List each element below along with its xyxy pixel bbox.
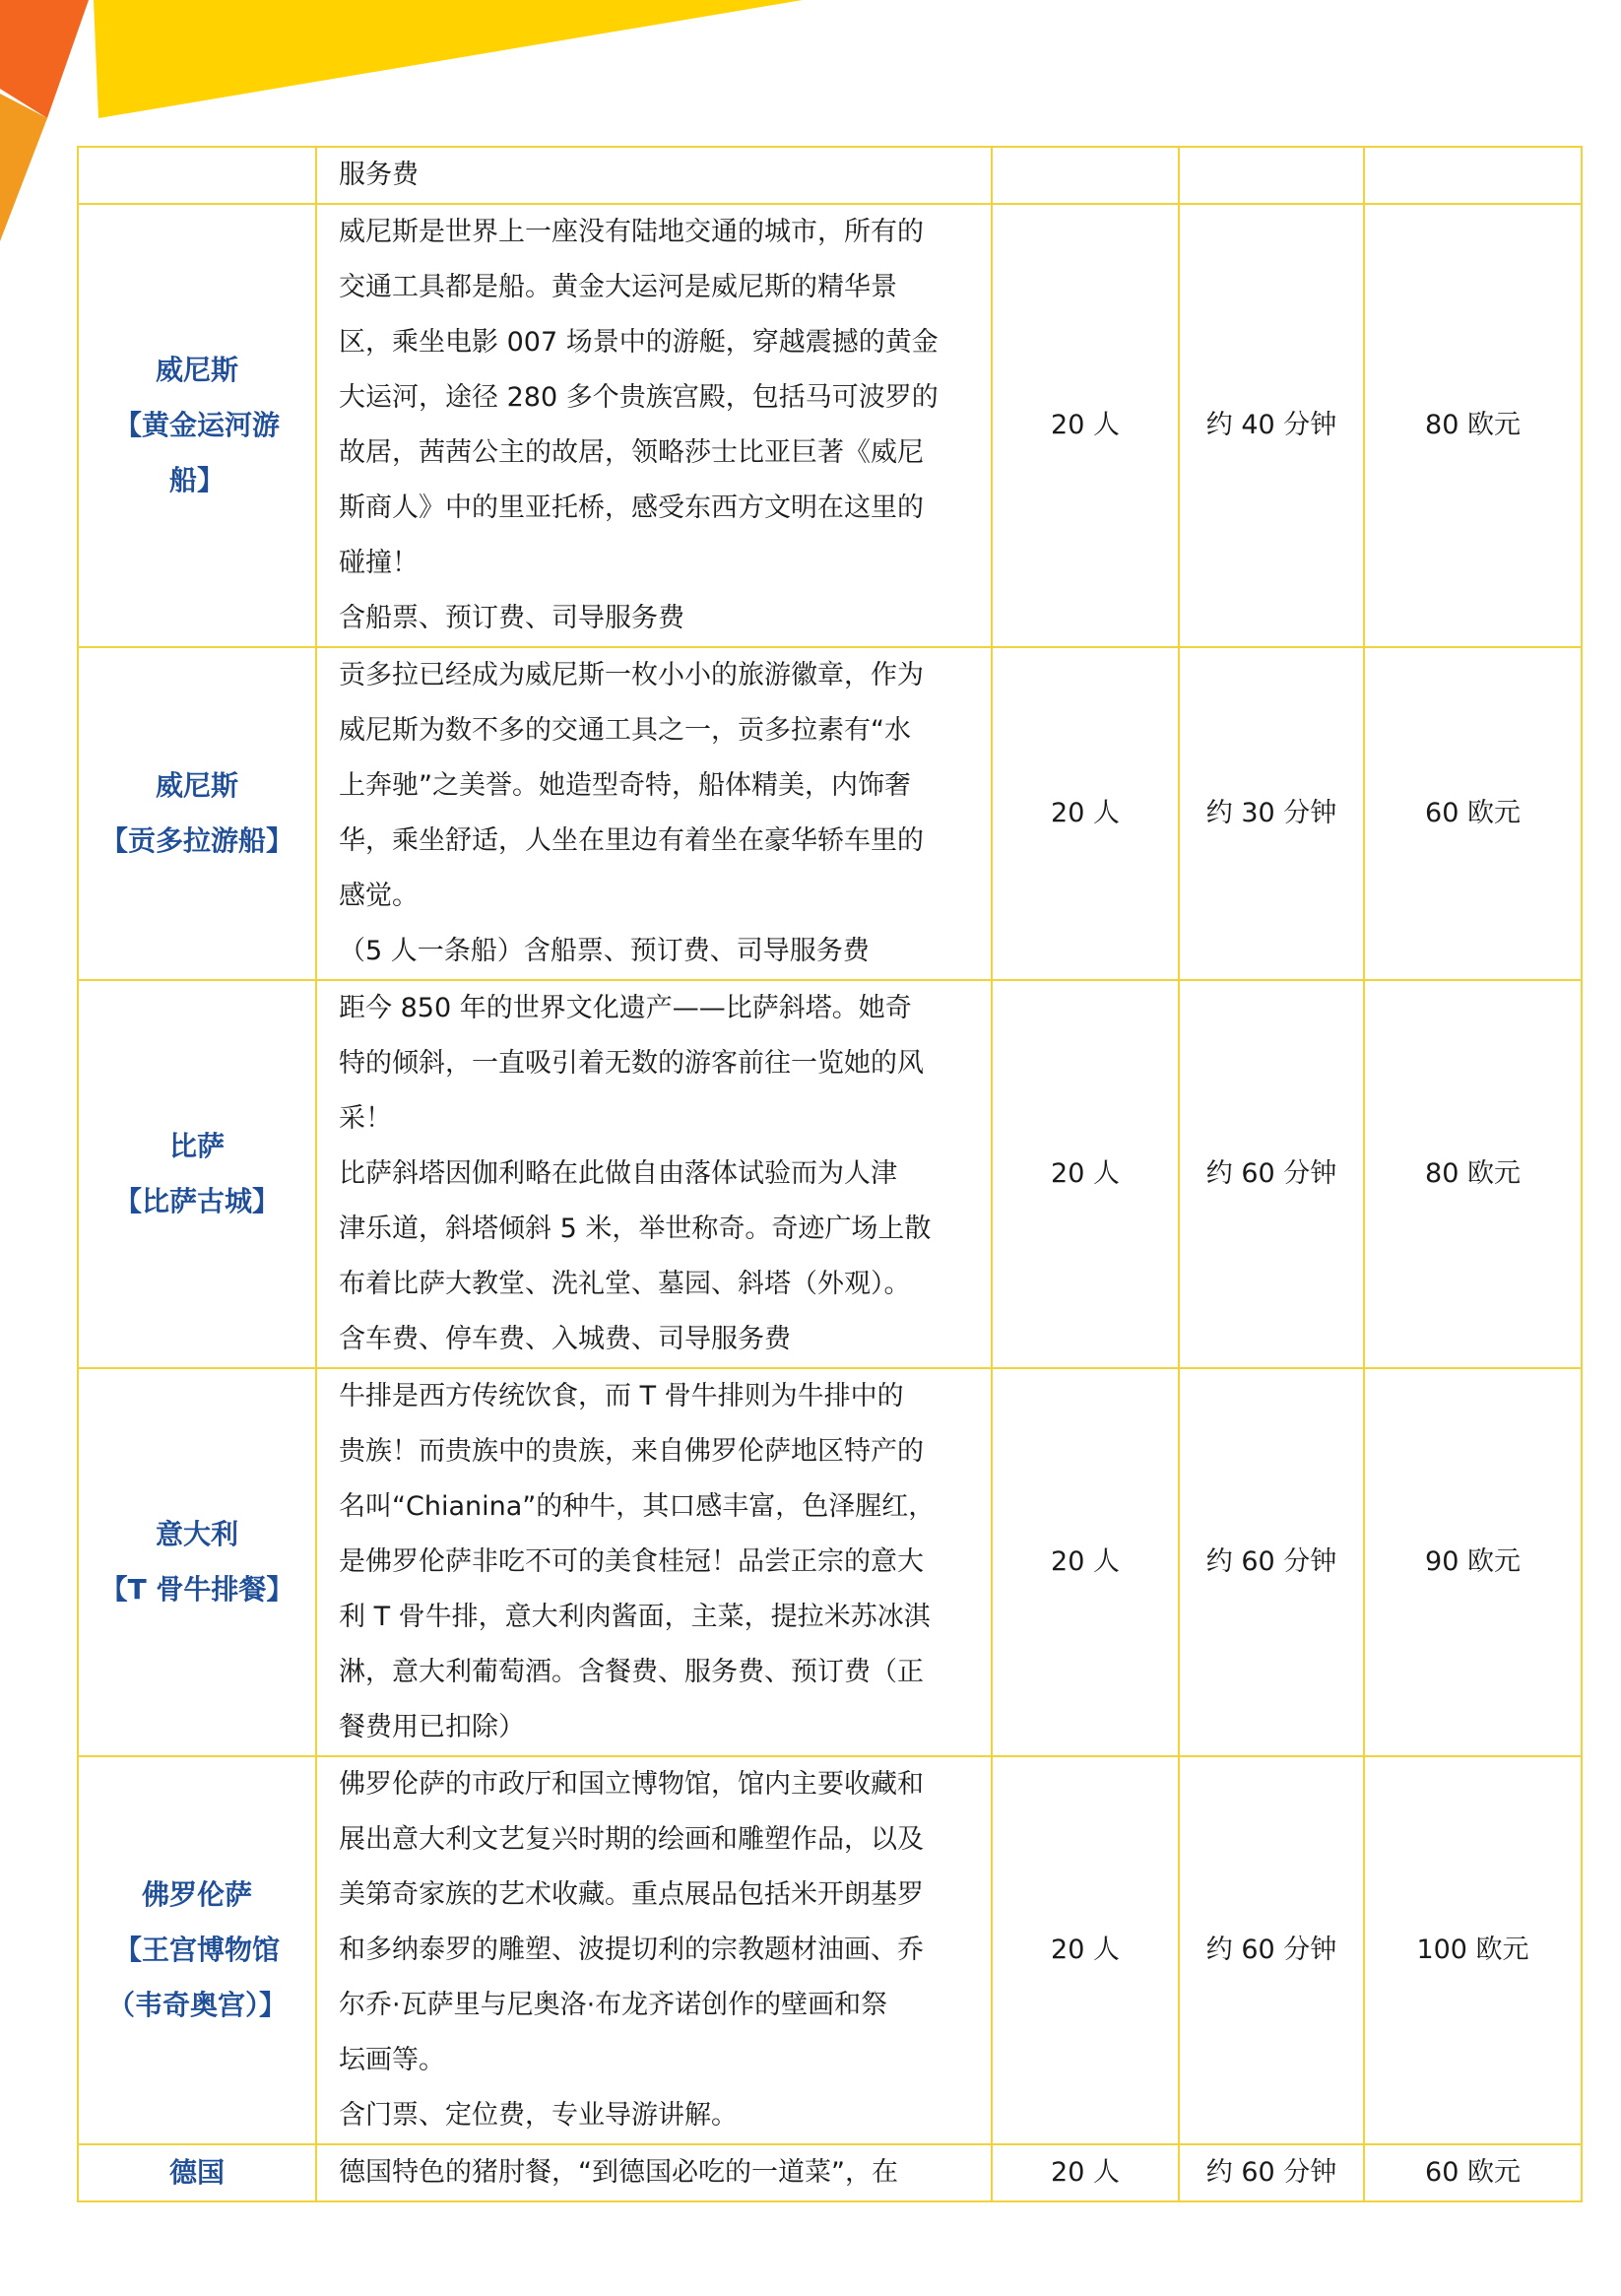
description-line: 含车费、停车费、入城费、司导服务费 bbox=[339, 1324, 791, 1354]
duration-cell: 约 60 分钟 bbox=[1179, 2144, 1364, 2201]
description-cell bbox=[316, 647, 992, 980]
description-line: 威尼斯是世界上一座没有陆地交通的城市，所有的 bbox=[339, 217, 924, 247]
duration-cell: 约 30 分钟 bbox=[1179, 647, 1364, 980]
table-row bbox=[78, 1756, 1582, 2144]
location-name: 比萨 bbox=[168, 1130, 225, 1162]
table-row bbox=[78, 1368, 1582, 1756]
pricing-table-wrapper bbox=[77, 146, 1581, 2202]
table-row bbox=[78, 204, 1582, 647]
description-line: 感觉。 bbox=[339, 881, 419, 911]
duration-cell bbox=[1179, 147, 1364, 204]
people-cell bbox=[992, 147, 1179, 204]
description-line: 交通工具都是船。黄金大运河是威尼斯的精华景 bbox=[339, 272, 897, 302]
description-line: 故居，茜茜公主的故居，领略莎士比亚巨著《威尼 bbox=[339, 437, 924, 468]
price-cell: 60 欧元 bbox=[1364, 647, 1582, 980]
description-line: 津乐道，斜塔倾斜 5 米，举世称奇。奇迹广场上散 bbox=[339, 1214, 932, 1244]
price-cell bbox=[1364, 147, 1582, 204]
people-cell: 20 人 bbox=[992, 204, 1179, 647]
duration-cell: 约 40 分钟 bbox=[1179, 204, 1364, 647]
description-cell bbox=[316, 1368, 992, 1756]
price-cell: 80 欧元 bbox=[1364, 980, 1582, 1368]
description-line: 上奔驰”之美誉。她造型奇特，船体精美，内饰奢 bbox=[339, 770, 911, 801]
orange-stripe bbox=[0, 0, 89, 118]
description-line: 大运河，途径 280 多个贵族宫殿，包括马可波罗的 bbox=[339, 382, 939, 413]
description-line: 区，乘坐电影 007 场景中的游艇，穿越震撼的黄金 bbox=[339, 327, 939, 358]
location-name: 威尼斯 bbox=[155, 354, 238, 386]
activity-name: 【T 骨牛排餐】 bbox=[99, 1573, 294, 1606]
price-cell: 100 欧元 bbox=[1364, 1756, 1582, 2144]
description-cell bbox=[316, 204, 992, 647]
description-line: 含船票、预订费、司导服务费 bbox=[339, 603, 684, 633]
description-line: 采！ bbox=[339, 1103, 392, 1134]
description-line: 斯商人》中的里亚托桥，感受东西方文明在这里的 bbox=[339, 492, 924, 523]
name-cell bbox=[78, 980, 316, 1368]
location-name: 德国 bbox=[168, 2156, 225, 2189]
excursion-pricing-table bbox=[77, 146, 1583, 2202]
name-cell bbox=[78, 1368, 316, 1756]
description-line: 是佛罗伦萨非吃不可的美食桂冠！品尝正宗的意大 bbox=[339, 1546, 924, 1577]
duration-cell: 约 60 分钟 bbox=[1179, 1368, 1364, 1756]
people-cell: 20 人 bbox=[992, 2144, 1179, 2201]
description-line: 贡多拉已经成为威尼斯一枚小小的旅游徽章，作为 bbox=[339, 660, 924, 690]
description-cell bbox=[316, 980, 992, 1368]
duration-cell: 约 60 分钟 bbox=[1179, 980, 1364, 1368]
description-line: 华，乘坐舒适，人坐在里边有着坐在豪华轿车里的 bbox=[339, 825, 924, 856]
description-line: 距今 850 年的世界文化遗产——比萨斜塔。她奇 bbox=[339, 993, 912, 1023]
name-cell bbox=[78, 647, 316, 980]
description-line: 美第奇家族的艺术收藏。重点展品包括米开朗基罗 bbox=[339, 1879, 924, 1910]
description-line: 碰撞！ bbox=[339, 548, 419, 578]
people-cell: 20 人 bbox=[992, 1756, 1179, 2144]
people-cell: 20 人 bbox=[992, 1368, 1179, 1756]
price-cell: 80 欧元 bbox=[1364, 204, 1582, 647]
name-cell bbox=[78, 1756, 316, 2144]
description-line: 布着比萨大教堂、洗礼堂、墓园、斜塔（外观）。 bbox=[339, 1269, 911, 1299]
price-cell: 60 欧元 bbox=[1364, 2144, 1582, 2201]
description-line: 利 T 骨牛排，意大利肉酱面，主菜，提拉米苏冰淇 bbox=[339, 1602, 931, 1632]
table-row bbox=[78, 2144, 1582, 2201]
activity-name-cont: （韦奇奥宫）】 bbox=[106, 1989, 287, 2021]
description-cell bbox=[316, 1756, 992, 2144]
activity-name: 【黄金运河游 bbox=[113, 409, 280, 441]
description-line: 牛排是西方传统饮食，而 T 骨牛排则为牛排中的 bbox=[339, 1381, 904, 1411]
activity-name: 【王宫博物馆 bbox=[113, 1934, 280, 1966]
activity-name: 【贡多拉游船】 bbox=[99, 824, 293, 857]
location-name: 威尼斯 bbox=[155, 769, 238, 802]
description-cell bbox=[316, 2144, 992, 2201]
description-line: 含门票、定位费，专业导游讲解。 bbox=[339, 2100, 738, 2131]
duration-cell: 约 60 分钟 bbox=[1179, 1756, 1364, 2144]
activity-name: 【比萨古城】 bbox=[113, 1185, 280, 1217]
description-line: 尔乔·瓦萨里与尼奥洛·布龙齐诺创作的壁画和祭 bbox=[339, 1990, 888, 2020]
description-line: 威尼斯为数不多的交通工具之一，贡多拉素有“水 bbox=[339, 715, 911, 746]
name-cell bbox=[78, 204, 316, 647]
table-row bbox=[78, 647, 1582, 980]
table-row bbox=[78, 147, 1582, 204]
price-cell: 90 欧元 bbox=[1364, 1368, 1582, 1756]
location-name: 意大利 bbox=[155, 1518, 238, 1550]
description-cell bbox=[316, 147, 992, 204]
description-line: 餐费用已扣除） bbox=[339, 1712, 525, 1742]
location-name: 佛罗伦萨 bbox=[141, 1878, 252, 1911]
people-cell: 20 人 bbox=[992, 980, 1179, 1368]
description-line: 和多纳泰罗的雕塑、波提切利的宗教题材油画、乔 bbox=[339, 1935, 924, 1965]
orange-stripe-lower bbox=[0, 94, 47, 241]
yellow-stripe bbox=[94, 0, 803, 118]
description-line: 名叫“Chianina”的种牛，其口感丰富，色泽腥红， bbox=[339, 1491, 936, 1522]
description-line: 特的倾斜，一直吸引着无数的游客前往一览她的风 bbox=[339, 1048, 924, 1079]
table-row bbox=[78, 980, 1582, 1368]
description-line: 贵族！而贵族中的贵族，来自佛罗伦萨地区特产的 bbox=[339, 1436, 924, 1467]
name-cell bbox=[78, 147, 316, 204]
people-cell: 20 人 bbox=[992, 647, 1179, 980]
name-cell bbox=[78, 2144, 316, 2201]
description-line: 德国特色的猪肘餐，“到德国必吃的一道菜”，在 bbox=[339, 2157, 898, 2188]
description-line: 展出意大利文艺复兴时期的绘画和雕塑作品，以及 bbox=[339, 1824, 924, 1855]
description-line: 比萨斜塔因伽利略在此做自由落体试验而为人津 bbox=[339, 1158, 897, 1189]
description-line: （5 人一条船）含船票、预订费、司导服务费 bbox=[339, 936, 870, 966]
description-line: 佛罗伦萨的市政厅和国立博物馆，馆内主要收藏和 bbox=[339, 1769, 924, 1800]
description-line: 服务费 bbox=[339, 160, 419, 190]
description-line: 坛画等。 bbox=[339, 2045, 445, 2075]
description-line: 淋，意大利葡萄酒。含餐费、服务费、预订费（正 bbox=[339, 1657, 924, 1687]
activity-name-cont: 船】 bbox=[168, 464, 225, 496]
